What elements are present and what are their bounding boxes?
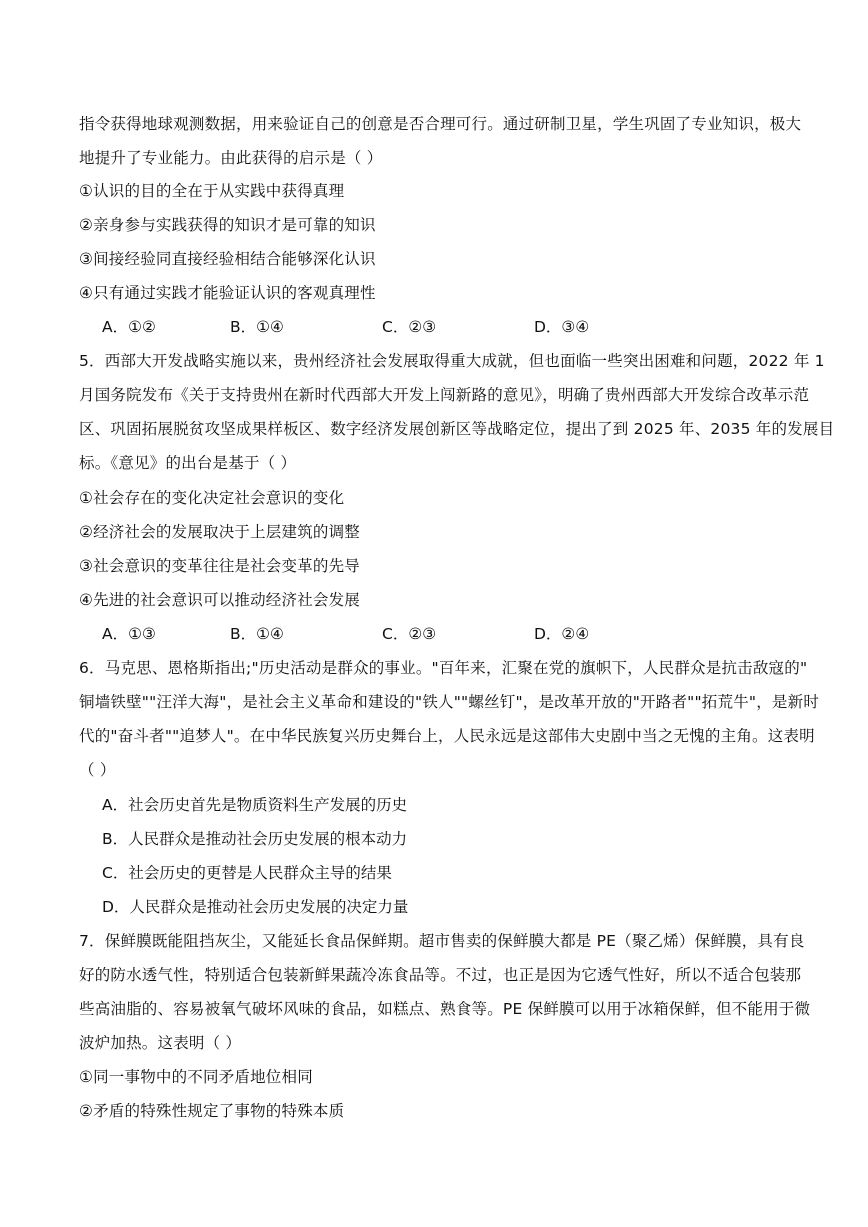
q5-option-c: C．②③: [382, 625, 437, 643]
q5-stem-line-3: 区、巩固拓展脱贫攻坚成果样板区、数字经济发展创新区等战略定位，提出了到 2025 年、2035 年的发展目: [79, 420, 835, 438]
q6-stem-line-4: （ ）: [79, 761, 116, 779]
q7-statement-2: ②矛盾的特殊性规定了事物的特殊本质: [79, 1102, 345, 1120]
q4-option-a: A．①②: [102, 318, 156, 336]
q6-answer-c: C．社会历史的更替是人民群众主导的结果: [102, 864, 392, 882]
q4-stem-line-2: 地提升了专业能力。由此获得的启示是（ ）: [79, 149, 383, 167]
q5-stem-line-4: 标。《意见》的出台是基于（ ）: [79, 454, 297, 472]
q7-stem-line-4: 波炉加热。这表明（ ）: [79, 1034, 242, 1052]
q4-statement-2: ②亲身参与实践获得的知识才是可靠的知识: [79, 216, 376, 234]
q4-option-c: C．②③: [382, 318, 437, 336]
q6-answer-a: A．社会历史首先是物质资料生产发展的历史: [102, 796, 408, 814]
q5-statement-3: ③社会意识的变革往往是社会变革的先导: [79, 557, 360, 575]
q6-stem-line-2: 铜墙铁壁""汪洋大海"，是社会主义革命和建设的"铁人""螺丝钉"，是改革开放的"开路者""拓荒牛"，是新时: [79, 693, 820, 711]
q5-stem-line-2: 月国务院发布《关于支持贵州在新时代西部大开发上闯新路的意见》，明确了贵州西部大开发综合改革示范: [79, 386, 810, 404]
q5-option-a: A．①③: [102, 625, 156, 643]
q6-answer-b: B．人民群众是推动社会历史发展的根本动力: [102, 830, 408, 848]
q4-statement-4: ④只有通过实践才能验证认识的客观真理性: [79, 284, 376, 302]
q7-stem-line-2: 好的防水透气性，特别适合包装新鲜果蔬冷冻食品等。不过，也正是因为它透气性好，所以不适合包装那: [79, 966, 802, 984]
q4-stem-line-1: 指令获得地球观测数据，用来验证自己的创意是否合理可行。通过研制卫星，学生巩固了专业知识，极大: [79, 115, 802, 133]
q5-option-d: D．②④: [534, 625, 590, 643]
q6-answer-d: D．人民群众是推动社会历史发展的决定力量: [102, 898, 409, 916]
q4-option-d: D．③④: [534, 318, 590, 336]
q5-stem-line-1: 5．西部大开发战略实施以来，贵州经济社会发展取得重大成就，但也面临一些突出困难和问题，2022 年 1: [79, 352, 825, 370]
q5-statement-1: ①社会存在的变化决定社会意识的变化: [79, 489, 345, 507]
q5-statement-2: ②经济社会的发展取决于上层建筑的调整: [79, 523, 360, 541]
q6-stem-line-3: 代的"奋斗者""追梦人"。在中华民族复兴历史舞台上，人民永远是这部伟大史剧中当之无愧的主角。这表明: [79, 727, 815, 745]
q4-statement-3: ③间接经验同直接经验相结合能够深化认识: [79, 250, 376, 268]
q4-option-b: B．①④: [230, 318, 284, 336]
q7-stem-line-1: 7．保鲜膜既能阻挡灰尘，又能延长食品保鲜期。超市售卖的保鲜膜大都是 PE（聚乙烯）保鲜膜，具有良: [79, 932, 805, 950]
q7-statement-1: ①同一事物中的不同矛盾地位相同: [79, 1068, 313, 1086]
q5-option-b: B．①④: [230, 625, 284, 643]
q7-stem-line-3: 些高油脂的、容易被氧气破坏风味的食品，如糕点、熟食等。PE 保鲜膜可以用于冰箱保鲜，但不能用于微: [79, 1000, 811, 1018]
q4-statement-1: ①认识的目的全在于从实践中获得真理: [79, 182, 345, 200]
q5-statement-4: ④先进的社会意识可以推动经济社会发展: [79, 591, 360, 609]
q6-stem-line-1: 6．马克思、恩格斯指出;"历史活动是群众的事业。"百年来，汇聚在党的旗帜下，人民群众是抗击敌寇的": [79, 659, 808, 677]
